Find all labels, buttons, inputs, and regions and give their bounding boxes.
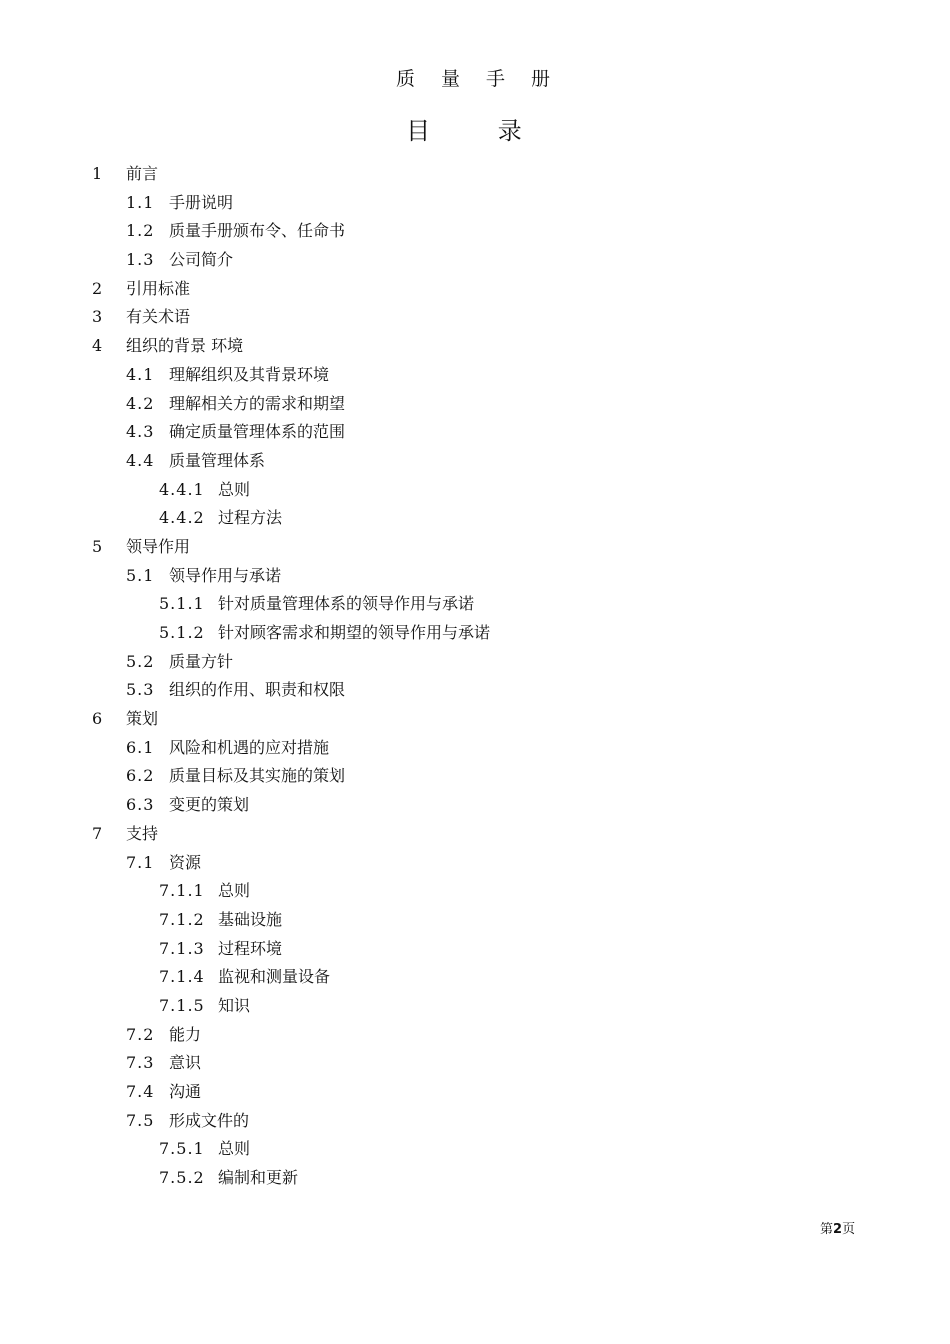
toc-entry[interactable] bbox=[0, 1078, 950, 1107]
toc-entry[interactable] bbox=[0, 447, 950, 476]
toc-entry-number: 6 bbox=[92, 709, 103, 729]
toc-entry-number: 1.2 bbox=[126, 221, 155, 241]
toc-entry-number: 7.3 bbox=[126, 1053, 155, 1073]
toc-entry-number: 7.1.5 bbox=[159, 995, 205, 1015]
toc-entry-title: 策划 bbox=[126, 709, 159, 729]
toc-entry-title: 理解相关方的需求和期望 bbox=[169, 393, 346, 413]
toc-entry-number: 7.5.1 bbox=[159, 1139, 205, 1159]
toc-entry[interactable] bbox=[0, 361, 950, 390]
toc-entry[interactable] bbox=[0, 849, 950, 878]
toc-entry[interactable] bbox=[0, 877, 950, 906]
toc-entry-title: 总则 bbox=[218, 479, 251, 499]
toc-entry-number: 5.1.2 bbox=[159, 623, 205, 642]
toc-entry-number: 7.1.2 bbox=[159, 909, 205, 929]
toc-entry-number: 5.1.1 bbox=[159, 594, 205, 614]
toc-entry[interactable] bbox=[0, 1107, 950, 1136]
toc-entry-number: 5.3 bbox=[126, 680, 155, 700]
toc-entry-title: 公司简介 bbox=[169, 250, 234, 270]
toc-entry-number: 7.1.1 bbox=[159, 881, 205, 901]
toc-entry[interactable] bbox=[0, 963, 950, 992]
table-of-contents bbox=[0, 160, 950, 1193]
toc-entry[interactable] bbox=[0, 648, 950, 677]
toc-entry[interactable] bbox=[0, 533, 950, 562]
toc-entry-number: 1.3 bbox=[126, 250, 155, 270]
toc-entry[interactable] bbox=[0, 275, 950, 304]
page-number-value: 2 bbox=[833, 1222, 843, 1237]
toc-entry-title: 总则 bbox=[218, 1139, 251, 1159]
toc-entry[interactable] bbox=[0, 676, 950, 705]
toc-entry-number: 2 bbox=[92, 278, 103, 298]
toc-entry-number: 4 bbox=[92, 336, 103, 356]
toc-entry[interactable] bbox=[0, 906, 950, 935]
toc-entry-title: 支持 bbox=[126, 823, 159, 843]
toc-entry-number: 5.2 bbox=[126, 651, 155, 671]
toc-entry[interactable] bbox=[0, 619, 950, 648]
toc-entry-number: 1 bbox=[92, 164, 103, 183]
toc-entry[interactable] bbox=[0, 1135, 950, 1164]
toc-entry-title: 沟通 bbox=[169, 1082, 202, 1101]
toc-entry-title: 基础设施 bbox=[218, 909, 283, 929]
toc-entry-number: 6.2 bbox=[126, 766, 155, 786]
toc-entry-title: 引用标准 bbox=[126, 278, 191, 298]
toc-entry-title: 质量目标及其实施的策划 bbox=[169, 766, 346, 786]
toc-entry[interactable] bbox=[0, 734, 950, 763]
toc-entry-number: 7.1.4 bbox=[159, 967, 205, 987]
toc-entry-title: 形成文件的 bbox=[169, 1110, 250, 1130]
toc-heading: 目 录 bbox=[406, 117, 552, 145]
document-header-title: 质 量 手 册 bbox=[395, 68, 561, 90]
page-number-suffix: 页 bbox=[842, 1222, 856, 1237]
toc-entry-number: 4.4.2 bbox=[159, 508, 205, 528]
toc-entry-title: 意识 bbox=[169, 1053, 202, 1073]
toc-entry-title: 前言 bbox=[126, 164, 159, 183]
toc-entry[interactable] bbox=[0, 935, 950, 964]
toc-entry-number: 7.1 bbox=[126, 852, 155, 872]
toc-entry-title: 有关术语 bbox=[126, 307, 191, 327]
toc-entry[interactable] bbox=[0, 332, 950, 361]
toc-entry-number: 7.5 bbox=[126, 1110, 155, 1130]
toc-entry-number: 4.4.1 bbox=[159, 479, 205, 499]
toc-entry-number: 7.4 bbox=[126, 1082, 155, 1101]
toc-entry-number: 7 bbox=[92, 823, 103, 843]
toc-entry-number: 6.3 bbox=[126, 795, 155, 815]
toc-entry-title: 理解组织及其背景环境 bbox=[169, 364, 330, 384]
toc-entry-number: 5 bbox=[92, 536, 103, 556]
toc-entry-title: 组织的背景 环境 bbox=[126, 336, 244, 356]
toc-entry[interactable] bbox=[0, 390, 950, 419]
toc-entry[interactable] bbox=[0, 1021, 950, 1050]
toc-entry[interactable] bbox=[0, 217, 950, 246]
toc-entry-number: 4.4 bbox=[126, 450, 155, 470]
toc-entry-title: 监视和测量设备 bbox=[218, 967, 331, 987]
toc-entry[interactable] bbox=[0, 820, 950, 849]
toc-entry[interactable] bbox=[0, 246, 950, 275]
toc-entry-number: 3 bbox=[92, 307, 103, 327]
toc-entry-title: 知识 bbox=[218, 995, 251, 1015]
toc-entry[interactable] bbox=[0, 303, 950, 332]
toc-entry-title: 资源 bbox=[169, 852, 202, 872]
toc-entry[interactable] bbox=[0, 590, 950, 619]
toc-entry-number: 4.1 bbox=[126, 364, 155, 384]
toc-entry-title: 确定质量管理体系的范围 bbox=[169, 422, 346, 442]
toc-entry[interactable] bbox=[0, 762, 950, 791]
toc-entry-number: 5.1 bbox=[126, 565, 155, 585]
toc-entry-title: 总则 bbox=[218, 881, 251, 901]
toc-entry-title: 针对质量管理体系的领导作用与承诺 bbox=[218, 594, 475, 614]
toc-entry[interactable] bbox=[0, 992, 950, 1021]
toc-entry-number: 7.5.2 bbox=[159, 1168, 205, 1188]
toc-entry[interactable] bbox=[0, 418, 950, 447]
toc-entry[interactable] bbox=[0, 1164, 950, 1193]
toc-entry[interactable] bbox=[0, 189, 950, 218]
toc-entry-number: 7.2 bbox=[126, 1024, 155, 1044]
toc-entry-title: 针对顾客需求和期望的领导作用与承诺 bbox=[218, 623, 491, 642]
toc-entry[interactable] bbox=[0, 791, 950, 820]
toc-entry[interactable] bbox=[0, 562, 950, 591]
toc-entry-title: 领导作用与承诺 bbox=[169, 565, 282, 585]
toc-entry[interactable] bbox=[0, 1049, 950, 1078]
toc-entry-number: 7.1.3 bbox=[159, 938, 205, 958]
toc-entry-title: 领导作用 bbox=[126, 536, 191, 556]
toc-entry-title: 质量方针 bbox=[169, 651, 234, 671]
toc-entry-title: 风险和机遇的应对措施 bbox=[169, 737, 330, 757]
toc-entry-title: 手册说明 bbox=[169, 192, 234, 212]
toc-entry-title: 变更的策划 bbox=[169, 795, 250, 815]
page-number bbox=[820, 1218, 855, 1237]
toc-entry-title: 质量管理体系 bbox=[169, 450, 266, 470]
toc-entry-title: 质量手册颁布令、任命书 bbox=[169, 221, 346, 241]
toc-entry-title: 过程方法 bbox=[218, 508, 283, 528]
toc-entry[interactable] bbox=[0, 705, 950, 734]
toc-entry-title: 组织的作用、职责和权限 bbox=[169, 680, 346, 700]
toc-entry[interactable] bbox=[0, 160, 950, 189]
toc-entry-title: 过程环境 bbox=[218, 938, 283, 958]
toc-entry-number: 1.1 bbox=[126, 192, 155, 212]
toc-entry[interactable] bbox=[0, 504, 950, 533]
toc-entry-number: 4.2 bbox=[126, 393, 155, 413]
toc-entry-title: 能力 bbox=[169, 1024, 202, 1044]
toc-entry-number: 6.1 bbox=[126, 737, 155, 757]
toc-entry-number: 4.3 bbox=[126, 422, 155, 442]
toc-entry[interactable] bbox=[0, 476, 950, 505]
page-number-prefix: 第 bbox=[820, 1222, 834, 1237]
toc-entry-title: 编制和更新 bbox=[218, 1168, 299, 1188]
